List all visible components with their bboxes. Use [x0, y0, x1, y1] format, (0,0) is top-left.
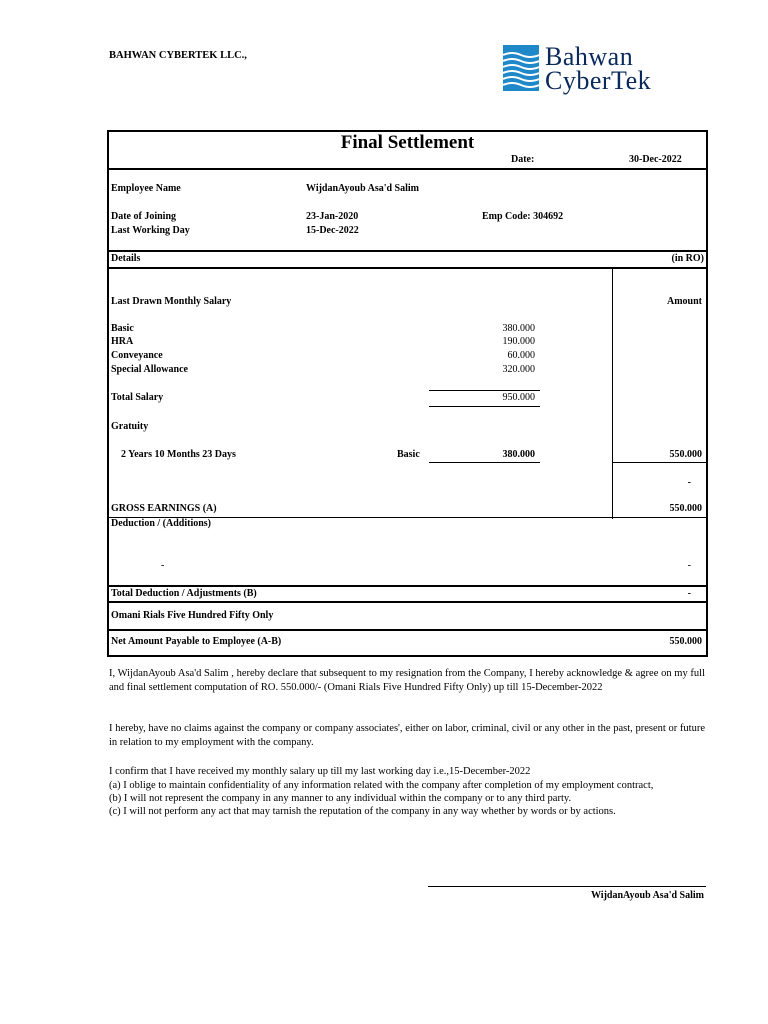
subtotal-rule — [429, 462, 540, 463]
confirmation-line: I confirm that I have received my monthly salary up till my last working day i.e.,15-December-2022 — [109, 766, 531, 777]
net-amount-value: 550.000 — [669, 636, 702, 647]
joining-date-value: 23-Jan-2020 — [306, 211, 359, 222]
gratuity-period: 2 Years 10 Months 23 Days — [121, 449, 236, 460]
signature-line — [428, 886, 706, 887]
amount-column-divider — [612, 269, 613, 519]
gratuity-basic-value: 380.000 — [502, 449, 535, 460]
logo-mark-icon — [503, 45, 539, 91]
deduction-dash-left: - — [161, 560, 165, 571]
emp-code — [482, 211, 563, 222]
company-logo — [503, 42, 703, 95]
obligation-b: (b) I will not represent the company in any manner to any individual within the company or to any third party. — [109, 793, 572, 804]
date-value: 30-Dec-2022 — [629, 154, 682, 165]
salary-item-label: Special Allowance — [111, 364, 188, 375]
salary-item-value: 60.000 — [507, 350, 535, 361]
logo-line-1: Bahwan — [545, 42, 634, 71]
deduction-dash-right: - — [687, 560, 691, 571]
last-working-day-label: Last Working Day — [111, 225, 190, 236]
logo-wordmark — [545, 42, 652, 95]
divider — [109, 168, 706, 170]
logo-line-2: CyberTek — [545, 66, 652, 95]
details-label: Details — [111, 253, 141, 264]
total-salary-label: Total Salary — [111, 392, 164, 403]
gratuity-amount: 550.000 — [669, 449, 702, 460]
subtotal-rule — [429, 390, 540, 391]
emp-code-label: Emp Code: — [482, 211, 531, 222]
gratuity-basic-label: Basic — [397, 449, 420, 460]
total-deduction-label: Total Deduction / Adjustments (B) — [111, 588, 257, 599]
settlement-form — [107, 130, 708, 657]
form-title: Final Settlement — [340, 132, 475, 153]
amount-rule — [612, 462, 708, 463]
salary-item-label: Conveyance — [111, 350, 163, 361]
amount-in-words: Omani Rials Five Hundred Fifty Only — [111, 610, 274, 621]
salary-item-value: 380.000 — [502, 323, 535, 334]
amount-heading: Amount — [666, 296, 702, 307]
subtotal-rule — [429, 406, 540, 407]
divider — [109, 601, 706, 603]
emp-code-value: 304692 — [533, 211, 564, 222]
company-name: BAHWAN CYBERTEK LLC., — [109, 50, 247, 61]
gross-earnings-label: GROSS EARNINGS (A) — [111, 503, 217, 514]
unit-label: (in RO) — [671, 253, 704, 264]
employee-name-label: Employee Name — [111, 183, 181, 194]
salary-item-label: HRA — [111, 336, 134, 347]
divider — [109, 267, 706, 269]
salary-item-value: 320.000 — [502, 364, 535, 375]
obligation-c: (c) I will not perform any act that may tarnish the reputation of the company in any way whether by words or by actions. — [109, 806, 616, 817]
signature-name: WijdanAyoub Asa'd Salim — [590, 890, 704, 901]
declaration-paragraph-2: I hereby, have no claims against the company or company associates', either on labor, criminal, civil or any other in the past, present or future in relation to my employment with the company. — [109, 723, 705, 748]
divider — [109, 250, 706, 252]
total-deduction-value: - — [687, 588, 691, 599]
divider — [109, 585, 706, 587]
declaration-paragraph-1: I, WijdanAyoub Asa'd Salim , hereby declare that subsequent to my resignation from the Company, I hereby acknowledge & agree on my full and final settlement computation of RO. 550.000/- (Omani Rials Five Hundred Fifty Only) up till 15-December-2022 — [109, 668, 705, 693]
salary-item-label: Basic — [111, 323, 134, 334]
deduction-label: Deduction / (Additions) — [111, 518, 212, 529]
salary-heading: Last Drawn Monthly Salary — [111, 296, 232, 307]
gross-earnings-value: 550.000 — [669, 503, 702, 514]
gratuity-label: Gratuity — [111, 421, 149, 432]
date-label: Date: — [511, 154, 535, 165]
empty-amount-dash: - — [687, 477, 691, 488]
salary-item-value: 190.000 — [502, 336, 535, 347]
last-working-day-value: 15-Dec-2022 — [306, 225, 359, 236]
net-amount-label: Net Amount Payable to Employee (A-B) — [111, 636, 282, 647]
total-salary-value: 950.000 — [502, 392, 535, 403]
employee-name-value: WijdanAyoub Asa'd Salim — [306, 183, 420, 194]
joining-date-label: Date of Joining — [111, 211, 176, 222]
divider — [109, 629, 706, 631]
obligation-a: (a) I oblige to maintain confidentiality of any information related with the company after completion of my employment contract, — [109, 780, 654, 791]
